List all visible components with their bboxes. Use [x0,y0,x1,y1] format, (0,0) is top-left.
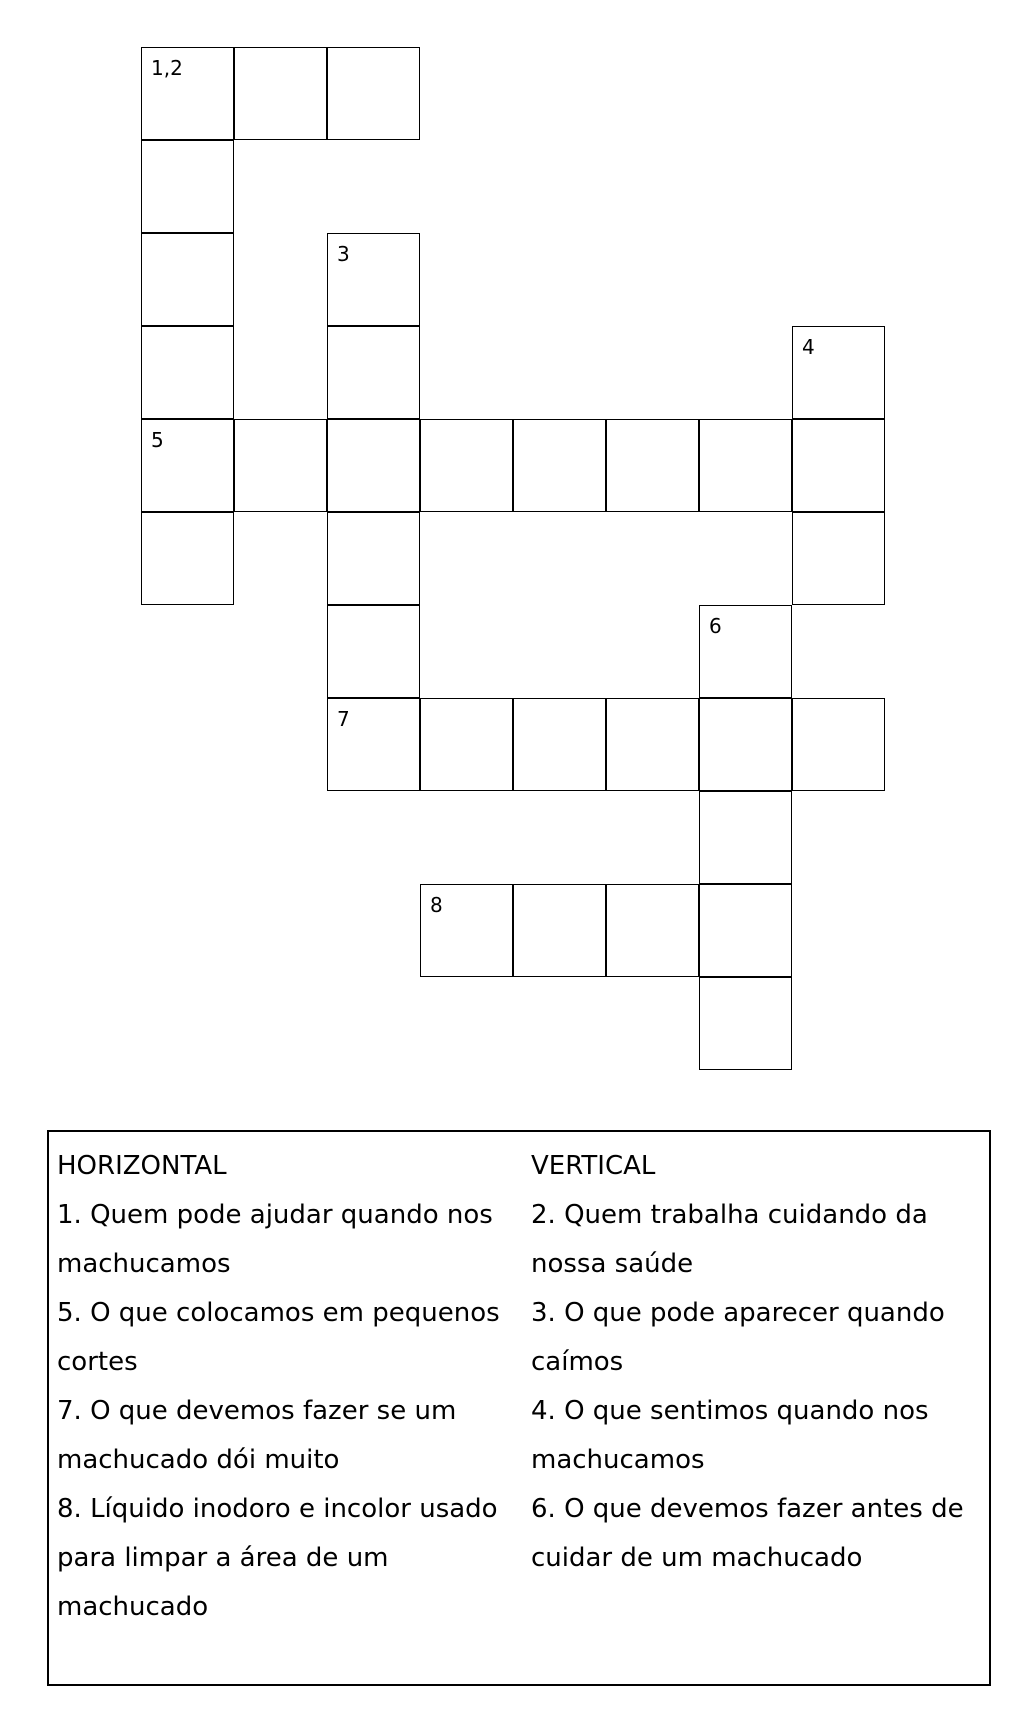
crossword-cell[interactable] [234,47,327,140]
clue-v6: 6. O que devemos fazer antes de cuidar de um machucado [531,1494,964,1573]
cell-number: 1,2 [151,56,183,80]
crossword-cell[interactable] [141,233,234,326]
crossword-cell[interactable] [327,512,420,605]
crossword-cell[interactable] [699,419,792,512]
crossword-cell[interactable] [792,698,885,791]
cell-number: 3 [337,242,350,266]
vertical-title: VERTICAL [531,1151,656,1181]
clues-box [47,1130,991,1686]
horizontal-title: HORIZONTAL [57,1151,227,1181]
clue-h1: 1. Quem pode ajudar quando nos machucamos [57,1200,493,1279]
cell-number: 5 [151,428,164,452]
crossword-cell[interactable] [141,512,234,605]
crossword-cell[interactable] [699,977,792,1070]
crossword-cell[interactable] [606,698,699,791]
crossword-cell[interactable] [327,47,420,140]
crossword-cell[interactable] [141,326,234,419]
crossword-cell[interactable] [327,698,420,791]
crossword-cell[interactable] [699,605,792,698]
clue-h7: 7. O que devemos fazer se um machucado dói muito [57,1396,457,1475]
clue-v2: 2. Quem trabalha cuidando da nossa saúde [531,1200,928,1279]
cell-number: 7 [337,707,350,731]
crossword-cell[interactable] [327,419,420,512]
clue-h8: 8. Líquido inodoro e incolor usado para limpar a área de um machucado [57,1494,498,1622]
crossword-cell[interactable] [234,419,327,512]
cell-number: 4 [802,335,815,359]
crossword-cell[interactable] [141,140,234,233]
crossword-cell[interactable] [327,326,420,419]
crossword-cell[interactable] [699,791,792,884]
vertical-clues [531,1142,981,1583]
crossword-cell[interactable] [420,419,513,512]
crossword-cell[interactable] [792,419,885,512]
clue-v4: 4. O que sentimos quando nos machucamos [531,1396,929,1475]
clue-v3: 3. O que pode aparecer quando caímos [531,1298,945,1377]
crossword-cell[interactable] [420,698,513,791]
crossword-cell[interactable] [699,698,792,791]
crossword-cell[interactable] [327,233,420,326]
crossword-cell[interactable] [792,512,885,605]
crossword-cell[interactable] [513,884,606,977]
crossword-cell[interactable] [699,884,792,977]
crossword-cell[interactable] [327,605,420,698]
crossword-cell[interactable] [420,884,513,977]
crossword-cell[interactable] [141,419,234,512]
crossword-cell[interactable] [141,47,234,140]
crossword-cell[interactable] [792,326,885,419]
crossword-cell[interactable] [513,419,606,512]
cell-number: 6 [709,614,722,638]
crossword-cell[interactable] [513,698,606,791]
cell-number: 8 [430,893,443,917]
clue-h5: 5. O que colocamos em pequenos cortes [57,1298,500,1377]
crossword-cell[interactable] [606,884,699,977]
horizontal-clues [57,1142,527,1632]
crossword-cell[interactable] [606,419,699,512]
